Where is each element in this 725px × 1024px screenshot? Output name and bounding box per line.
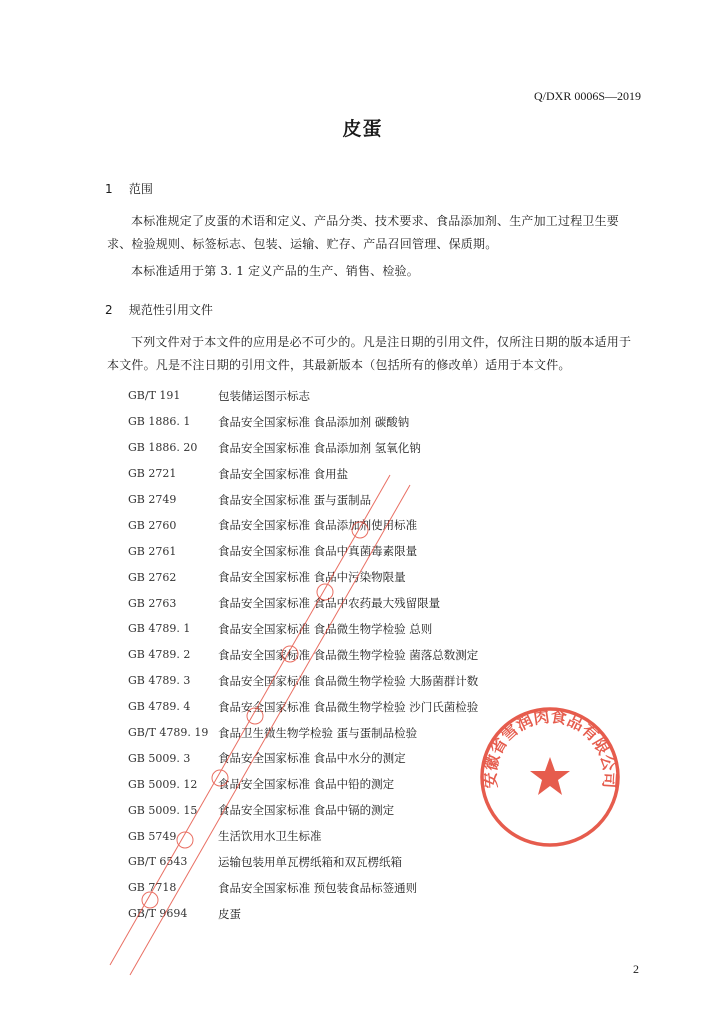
reference-code: GB 5009. 3 — [128, 751, 191, 765]
page-number: 2 — [633, 962, 639, 976]
section-heading-scope — [105, 180, 153, 197]
reference-item — [128, 461, 648, 487]
references-intro-paragraph: 下列文件对于本文件的应用是必不可少的。凡是注日期的引用文件，仅所注日期的版本适用于本文件。凡是不注日期的引用文件，其最新版本（包括所有的修改单）适用于本文件。 — [107, 335, 632, 372]
reference-code: GB/T 6543 — [128, 855, 188, 869]
reference-name: 食品安全国家标准 食品中农药最大残留限量 — [218, 596, 441, 611]
reference-code: GB 4789. 2 — [128, 648, 191, 662]
reference-code: GB 1886. 1 — [128, 415, 191, 429]
reference-code: GB 2763 — [128, 596, 177, 610]
reference-code: GB 7718 — [128, 881, 177, 895]
reference-name: 食品安全国家标准 食品微生物学检验 总则 — [218, 621, 433, 636]
reference-item — [128, 590, 648, 616]
section-number: 2 — [105, 303, 113, 317]
reference-code: GB/T 4789. 19 — [128, 726, 209, 740]
section-heading-normative-references — [105, 301, 213, 318]
reference-code: GB 2721 — [128, 467, 177, 481]
reference-name: 食品安全国家标准 食品添加剂 氢氧化钠 — [218, 440, 421, 455]
document-title: 皮蛋 — [342, 118, 383, 140]
reference-name: 食品安全国家标准 食品中真菌毒素限量 — [218, 544, 418, 559]
reference-item — [128, 435, 648, 461]
section-title: 范围 — [128, 182, 153, 196]
seal-text: 安徽省雪润肉食品有限公司 — [480, 706, 620, 789]
reference-code: GB 5009. 12 — [128, 777, 198, 791]
scope-paragraph-2: 本标准适用于第 3. 1 定义产品的生产、销售、检验。 — [131, 264, 419, 278]
section-number: 1 — [105, 182, 113, 196]
reference-item — [128, 642, 648, 668]
reference-name: 食品安全国家标准 食用盐 — [218, 466, 349, 481]
reference-code: GB 4789. 3 — [128, 674, 191, 688]
reference-name: 食品安全国家标准 食品微生物学检验 菌落总数测定 — [218, 647, 479, 662]
reference-name: 食品安全国家标准 食品微生物学检验 大肠菌群计数 — [218, 673, 479, 688]
reference-name: 食品安全国家标准 食品中污染物限量 — [218, 570, 406, 585]
reference-item — [128, 383, 648, 409]
reference-code: GB 1886. 20 — [128, 441, 198, 455]
reference-name: 皮蛋 — [218, 906, 241, 921]
company-seal — [478, 705, 622, 849]
reference-code: GB 2762 — [128, 570, 177, 584]
document-code: Q/DXR 0006S—2019 — [533, 89, 641, 103]
reference-code: GB/T 9694 — [128, 907, 188, 921]
reference-item — [128, 564, 648, 590]
reference-name: 食品安全国家标准 食品添加剂使用标准 — [218, 518, 418, 533]
reference-name: 食品安全国家标准 食品中铅的测定 — [218, 777, 395, 792]
section-title: 规范性引用文件 — [128, 303, 213, 317]
reference-name: 食品安全国家标准 食品添加剂 碳酸钠 — [218, 414, 410, 429]
reference-name: 食品安全国家标准 食品中水分的测定 — [218, 751, 406, 766]
reference-code: GB 4789. 4 — [128, 700, 191, 714]
reference-code: GB 4789. 1 — [128, 622, 191, 636]
reference-item — [128, 409, 648, 435]
reference-name: 包装储运图示标志 — [218, 388, 310, 403]
reference-item — [128, 487, 648, 513]
reference-item — [128, 849, 648, 875]
reference-name: 食品安全国家标准 食品中镉的测定 — [218, 803, 395, 818]
scope-paragraph-1: 本标准规定了皮蛋的术语和定义、产品分类、技术要求、食品添加剂、生产加工过程卫生要求、检验规则、标签标志、包装、运输、贮存、产品召回管理、保质期。 — [107, 214, 620, 251]
reference-name: 食品安全国家标准 食品微生物学检验 沙门氏菌检验 — [218, 699, 479, 714]
reference-code: GB 2749 — [128, 493, 177, 506]
reference-code: GB 5009. 15 — [128, 803, 198, 817]
reference-item — [128, 901, 648, 927]
reference-item — [128, 875, 648, 901]
reference-item — [128, 512, 648, 538]
reference-item — [128, 538, 648, 564]
reference-name: 生活饮用水卫生标准 — [218, 829, 322, 844]
reference-code: GB 2761 — [128, 544, 177, 558]
reference-item — [128, 668, 648, 694]
reference-code: GB 5749 — [128, 829, 177, 843]
reference-name: 食品安全国家标准 蛋与蛋制品 — [218, 492, 372, 507]
reference-code: GB 2760 — [128, 518, 177, 532]
reference-item — [128, 616, 648, 642]
reference-name: 运输包装用单瓦楞纸箱和双瓦楞纸箱 — [218, 854, 402, 869]
reference-name: 食品安全国家标准 预包装食品标签通则 — [218, 880, 418, 895]
reference-code: GB/T 191 — [128, 389, 181, 403]
reference-name: 食品卫生微生物学检验 蛋与蛋制品检验 — [218, 725, 418, 740]
